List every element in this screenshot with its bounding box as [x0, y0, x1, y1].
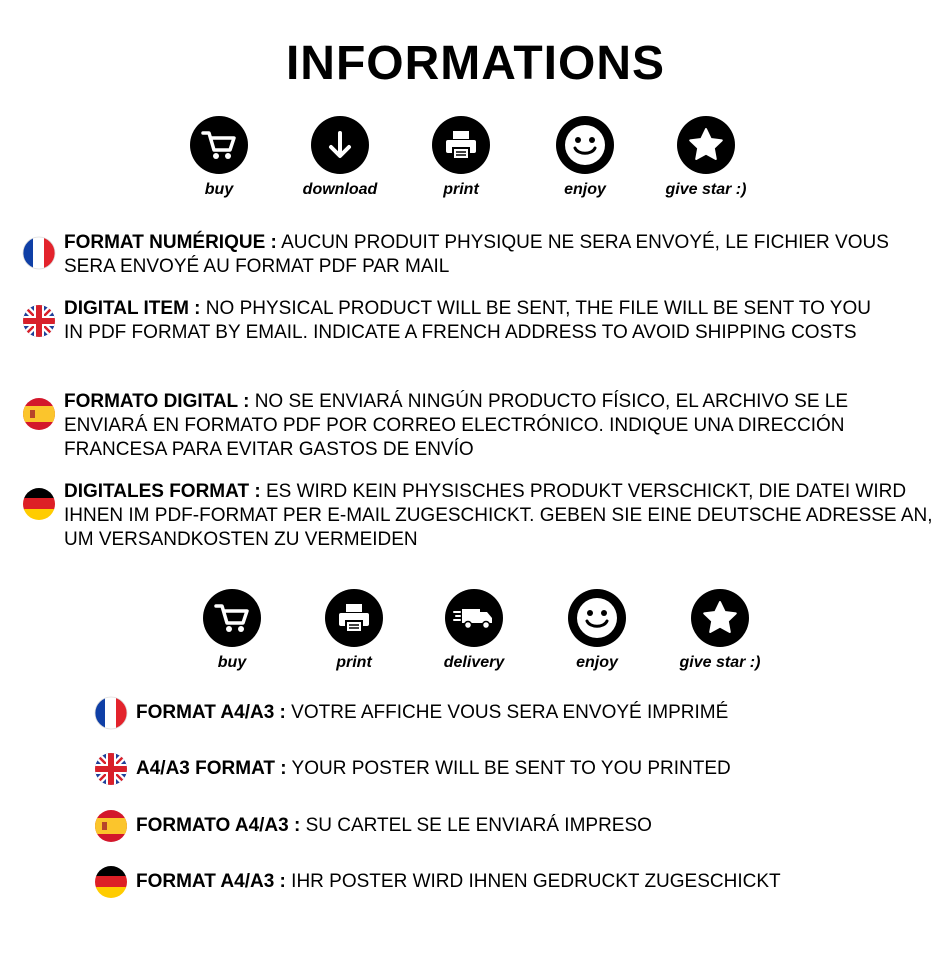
info-text [64, 231, 937, 279]
info-body: YOUR POSTER WILL BE SENT TO YOU PRINTED [286, 758, 731, 779]
step-give-star [660, 589, 780, 673]
info-text [64, 480, 944, 552]
delivery-truck-icon [445, 589, 503, 647]
printer-icon [325, 589, 383, 647]
info-body: NO SE ENVIARÁ NINGÚN PRODUCTO FÍSICO, EL ARCHIVO SE LE ENVIARÁ EN FORMATO PDF POR CORREO ELECTRÓNICO. INDIQUE UNA DIRECCIÓN FRANCESA PARA EVITAR GASTOS DE ENVÍO [64, 391, 849, 460]
info-print-fr [94, 696, 914, 736]
info-text [136, 757, 731, 781]
step-label: give star :) [679, 654, 761, 671]
info-text [136, 701, 728, 725]
star-icon [691, 589, 749, 647]
cart-icon [190, 116, 248, 174]
step-buy [159, 116, 279, 200]
info-bold: DIGITAL ITEM : [64, 298, 201, 319]
step-delivery [414, 589, 534, 673]
print-steps [0, 589, 951, 679]
info-bold: FORMATO DIGITAL : [64, 391, 250, 412]
step-label: buy [204, 181, 234, 198]
step-label: download [302, 181, 378, 198]
info-text [64, 297, 894, 345]
cart-icon [203, 589, 261, 647]
step-label: delivery [443, 654, 505, 671]
info-text [136, 814, 652, 838]
step-download [280, 116, 400, 200]
download-icon [311, 116, 369, 174]
step-label: print [336, 654, 372, 671]
germany-flag-icon [94, 865, 128, 899]
step-label: enjoy [564, 181, 606, 198]
step-label: buy [217, 654, 247, 671]
spain-flag-icon [22, 397, 56, 431]
info-bold: FORMAT NUMÉRIQUE : [64, 232, 277, 253]
step-print [294, 589, 414, 673]
spain-flag-icon [94, 809, 128, 843]
step-label: give star :) [665, 181, 747, 198]
digital-steps [0, 116, 951, 206]
step-give-star [646, 116, 766, 200]
page-title: INFORMATIONS [285, 37, 666, 90]
smiley-icon [556, 116, 614, 174]
info-bold: A4/A3 FORMAT : [136, 758, 287, 779]
info-bold: FORMAT A4/A3 : [136, 702, 286, 723]
info-bold: FORMATO A4/A3 : [136, 815, 301, 836]
info-print-en [94, 752, 914, 792]
info-body: SU CARTEL SE LE ENVIARÁ IMPRESO [300, 815, 652, 836]
step-enjoy [525, 116, 645, 200]
info-body: ES WIRD KEIN PHYSISCHES PRODUKT VERSCHICKT, DIE DATEI WIRD IHNEN IM PDF-FORMAT PER E-MAIL ZUGESCHICKT. GEBEN SIE EINE DEUTSCHE ADRESSE AN, UM VERSANDKOSTEN ZU VERMEIDEN [64, 481, 933, 550]
info-body: AUCUN PRODUIT PHYSIQUE NE SERA ENVOYÉ, LE FICHIER VOUS SERA ENVOYÉ AU FORMAT PDF PAR MAIL [64, 232, 889, 277]
step-print [401, 116, 521, 200]
step-label: enjoy [576, 654, 618, 671]
info-text [136, 870, 781, 894]
info-print-de [94, 865, 914, 905]
step-buy [172, 589, 292, 673]
printer-icon [432, 116, 490, 174]
step-enjoy [537, 589, 657, 673]
uk-flag-icon [22, 304, 56, 338]
info-bold: DIGITALES FORMAT : [64, 481, 261, 502]
france-flag-icon [94, 696, 128, 730]
smiley-icon [568, 589, 626, 647]
info-bold: FORMAT A4/A3 : [136, 871, 286, 892]
info-body: NO PHYSICAL PRODUCT WILL BE SENT, THE FILE WILL BE SENT TO YOU IN PDF FORMAT BY EMAIL. INDICATE A FRENCH ADDRESS TO AVOID SHIPPING COSTS [64, 298, 871, 343]
info-print-es [94, 809, 914, 849]
info-text [64, 390, 924, 462]
star-icon [677, 116, 735, 174]
france-flag-icon [22, 236, 56, 270]
uk-flag-icon [94, 752, 128, 786]
info-body: IHR POSTER WIRD IHNEN GEDRUCKT ZUGESCHICKT [285, 871, 781, 892]
step-label: print [443, 181, 479, 198]
info-body: VOTRE AFFICHE VOUS SERA ENVOYÉ IMPRIMÉ [285, 702, 729, 723]
germany-flag-icon [22, 487, 56, 521]
